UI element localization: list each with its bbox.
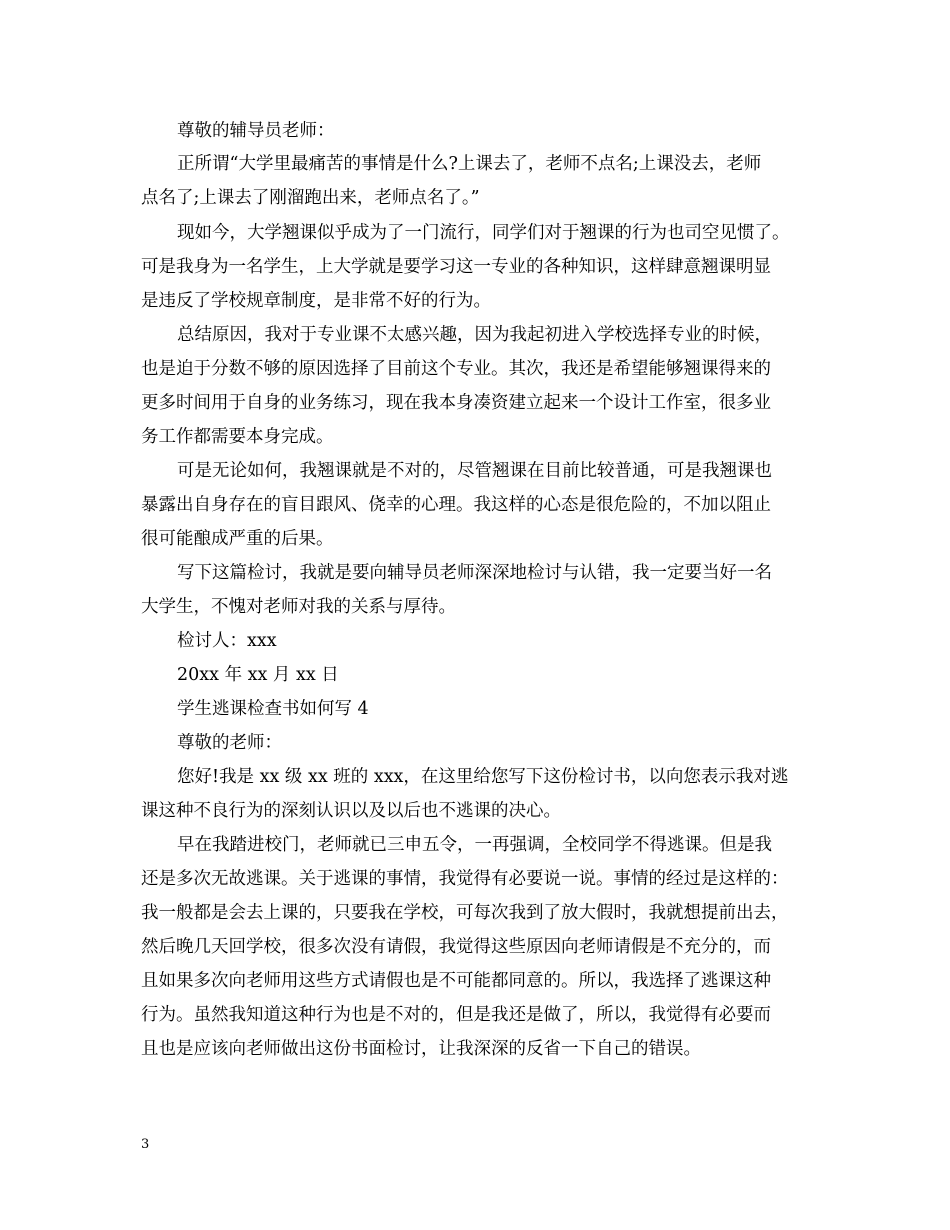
text-line: 且如果多次向老师用这些方式请假也是不可能都同意的。所以，我选择了逃课这种 [141, 971, 771, 991]
text-line: 早在我踏进校门，老师就已三申五令，一再强调，全校同学不得逃课。但是我 [177, 835, 772, 855]
signature-line: 检讨人：xxx [177, 631, 277, 651]
page-number: 3 [141, 1137, 150, 1152]
text-line: 很可能酿成严重的后果。 [141, 529, 334, 549]
text-line: 可是无论如何，我翘课就是不对的，尽管翘课在目前比较普通，可是我翘课也 [177, 461, 772, 481]
text-line: 点名了;上课去了刚溜跑出来，老师点名了。” [141, 188, 480, 208]
text-line: 正所谓“大学里最痛苦的事情是什么?上课去了，老师不点名;上课没去，老师 [177, 154, 762, 174]
text-line: 可是我身为一名学生，上大学就是要学习这一专业的各种知识，这样肆意翘课明显 [141, 257, 771, 277]
text-line: 然后晚几天回学校，很多次没有请假，我觉得这些原因向老师请假是不充分的，而 [141, 937, 771, 957]
text-line: 大学生，不愧对老师对我的关系与厚待。 [141, 597, 456, 617]
text-line: 暴露出自身存在的盲目跟风、侥幸的心理。我这样的心态是很危险的，不加以阻止 [141, 495, 771, 515]
text-line: 务工作都需要本身完成。 [141, 427, 334, 447]
text-line: 现如今，大学翘课似乎成为了一门流行，同学们对于翘课的行为也司空见惯了。 [177, 223, 790, 243]
section-heading: 学生逃课检查书如何写 4 [177, 699, 369, 719]
text-line: 尊敬的老师： [177, 733, 282, 753]
text-line: 写下这篇检讨，我就是要向辅导员老师深深地检讨与认错，我一定要当好一名 [177, 563, 772, 583]
text-line: 您好!我是 xx 级 xx 班的 xxx，在这里给您写下这份检讨书，以向您表示我对逃 [177, 767, 789, 787]
text-line: 是违反了学校规章制度，是非常不好的行为。 [141, 291, 491, 311]
text-line: 也是迫于分数不够的原因选择了目前这个专业。其次，我还是希望能够翘课得来的 [141, 359, 771, 379]
text-line: 课这种不良行为的深刻认识以及以后也不逃课的决心。 [141, 801, 561, 821]
text-line: 还是多次无故逃课。关于逃课的事情，我觉得有必要说一说。事情的经过是这样的： [141, 869, 789, 889]
text-line: 更多时间用于自身的业务练习，现在我本身凑资建立起来一个设计工作室，很多业 [141, 393, 771, 413]
text-line: 我一般都是会去上课的，只要我在学校，可每次我到了放大假时，我就想提前出去， [141, 903, 789, 923]
text-line: 且也是应该向老师做出这份书面检讨，让我深深的反省一下自己的错误。 [141, 1039, 701, 1059]
text-line: 行为。虽然我知道这种行为也是不对的，但是我还是做了，所以，我觉得有必要而 [141, 1005, 771, 1025]
text-line: 尊敬的辅导员老师： [177, 121, 335, 141]
date-line: 20xx 年 xx 月 xx 日 [177, 665, 339, 685]
text-line: 总结原因，我对于专业课不太感兴趣，因为我起初进入学校选择专业的时候， [177, 325, 772, 345]
